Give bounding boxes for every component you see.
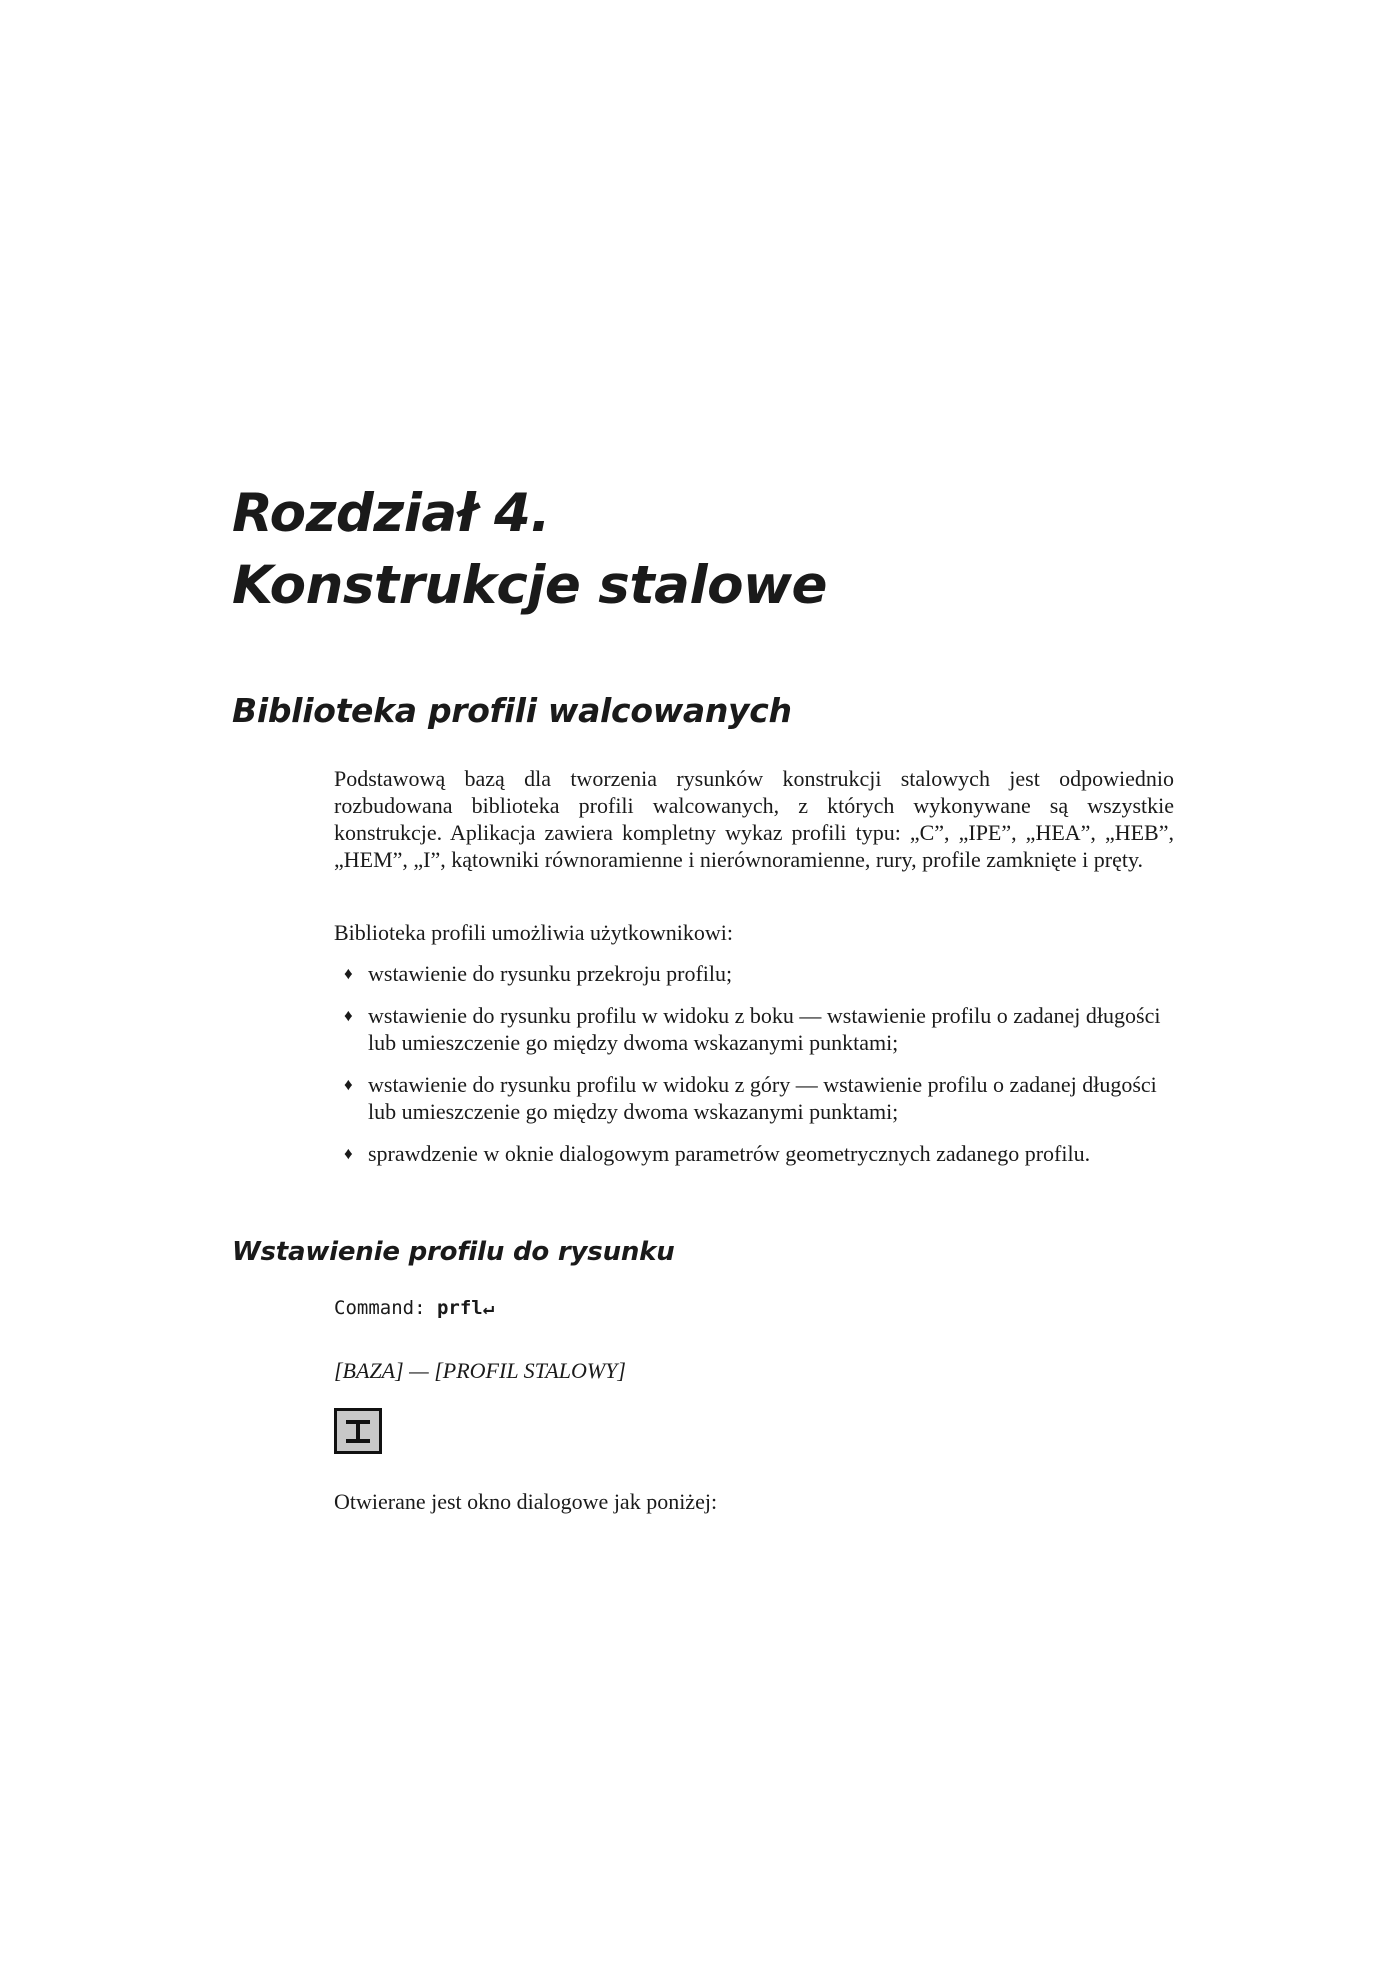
list-item-text: sprawdzenie w oknie dialogowym parametrów geometrycznych zadanego profilu. xyxy=(368,1141,1091,1166)
subsection-heading: Wstawienie profilu do rysunku xyxy=(232,1237,675,1267)
chapter-name: Konstrukcje stalowe xyxy=(232,555,827,616)
i-beam-icon-graphic xyxy=(337,1411,379,1451)
feature-list xyxy=(334,960,1184,1182)
list-item xyxy=(334,1071,1184,1125)
section-heading: Biblioteka profili walcowanych xyxy=(232,691,792,730)
command-line xyxy=(334,1297,494,1319)
list-item xyxy=(334,1140,1184,1167)
list-item-text: wstawienie do rysunku profilu w widoku z góry — wstawienie profilu o zadanej długości lub umieszczenie go między dwoma wskazanymi punktami; xyxy=(368,1072,1157,1124)
command-prefix: Command: xyxy=(334,1297,437,1319)
list-item-text: wstawienie do rysunku przekroju profilu; xyxy=(368,961,733,986)
diamond-bullet-icon: ♦ xyxy=(344,964,353,983)
closing-paragraph: Otwierane jest okno dialogowe jak poniżej: xyxy=(334,1489,718,1514)
diamond-bullet-icon: ♦ xyxy=(344,1006,353,1025)
list-item xyxy=(334,960,1184,987)
steel-profile-i-beam-icon xyxy=(334,1408,382,1454)
command-input: prfl↵ xyxy=(436,1297,495,1319)
chapter-title xyxy=(232,478,827,622)
diamond-bullet-icon: ♦ xyxy=(344,1075,353,1094)
list-item-text: wstawienie do rysunku profilu w widoku z boku — wstawienie profilu o zadanej długości lub umieszczenie go między dwoma wskazanymi punktami; xyxy=(368,1003,1161,1055)
chapter-number: Rozdział 4. xyxy=(232,483,550,544)
menu-path: [BAZA] — [PROFIL STALOWY] xyxy=(334,1358,626,1383)
list-item xyxy=(334,1002,1184,1056)
intro-paragraph: Podstawową bazą dla tworzenia rysunków konstrukcji stalowych jest odpowiednio rozbudowana biblioteka profili walcowanych, z których wykonywane są wszystkie konstrukcje. Aplikacja zawiera kompletny wykaz profili typu: „C”, „IPE”, „HEA”, „HEB”, „HEM”, „I”, kątowniki równoramienne i nierównoramienne, rury, profile zamknięte i pręty. xyxy=(334,766,1174,872)
list-lead: Biblioteka profili umożliwia użytkownikowi: xyxy=(334,920,733,945)
diamond-bullet-icon: ♦ xyxy=(344,1144,353,1163)
